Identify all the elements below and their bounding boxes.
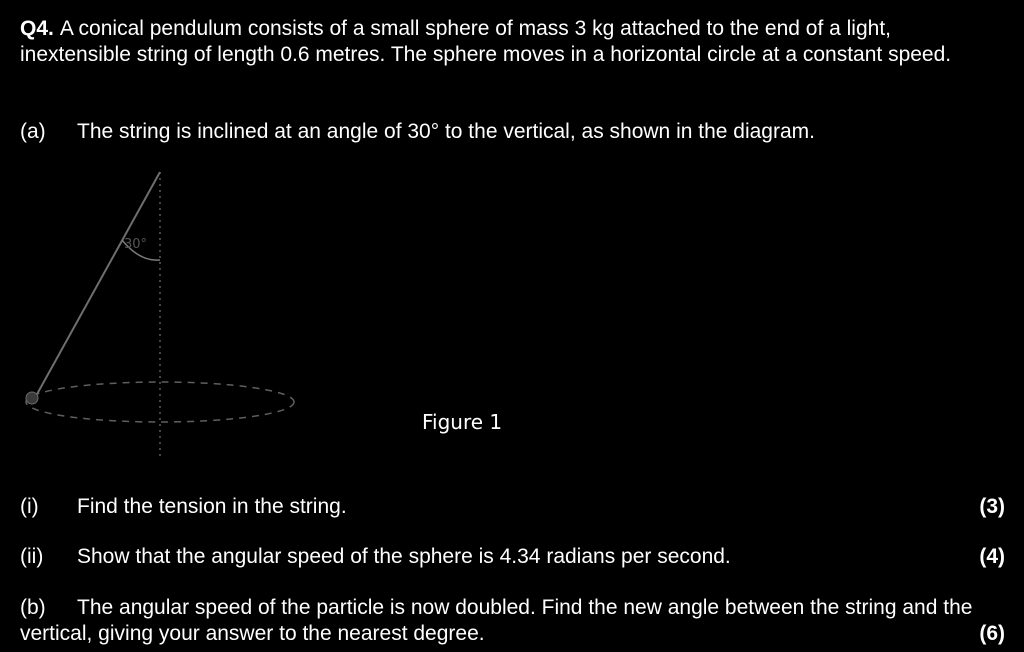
- part-b-marks: (6): [979, 622, 1005, 645]
- angle-label: 30°: [124, 237, 148, 252]
- question-intro-text: A conical pendulum consists of a small sphere of mass 3 kg attached to the end of a light, inextensible string of length 0.6 metres. The sphere moves in a horizontal circle at a constant speed.: [20, 17, 952, 66]
- part-ii-label: (ii): [20, 545, 44, 568]
- part-ii-text: Show that the angular speed of the sphere is 4.34 radians per second.: [77, 545, 731, 568]
- part-i: [20, 494, 1005, 520]
- part-ii-marks: (4): [979, 545, 1005, 568]
- conical-pendulum-diagram: [0, 160, 320, 470]
- part-b-text: The angular speed of the particle is now doubled. Find the new angle between the string and the vertical, giving your answer to the nearest degree.: [20, 596, 973, 645]
- part-b: [20, 595, 1005, 647]
- part-a-text: The string is inclined at an angle of 30° to the vertical, as shown in the diagram.: [77, 120, 815, 143]
- part-ii: [20, 544, 1005, 570]
- pendulum-string: [36, 172, 160, 396]
- figure-caption: Figure 1: [422, 410, 503, 434]
- part-a-label: (a): [20, 120, 46, 143]
- part-i-marks: (3): [979, 495, 1005, 518]
- part-i-label: (i): [20, 495, 39, 518]
- part-a: [20, 119, 1005, 145]
- question-number: Q4.: [20, 17, 54, 40]
- question-intro: [20, 16, 1005, 68]
- part-i-text: Find the tension in the string.: [77, 495, 347, 518]
- sphere: [26, 392, 38, 404]
- part-b-label: (b): [20, 596, 46, 619]
